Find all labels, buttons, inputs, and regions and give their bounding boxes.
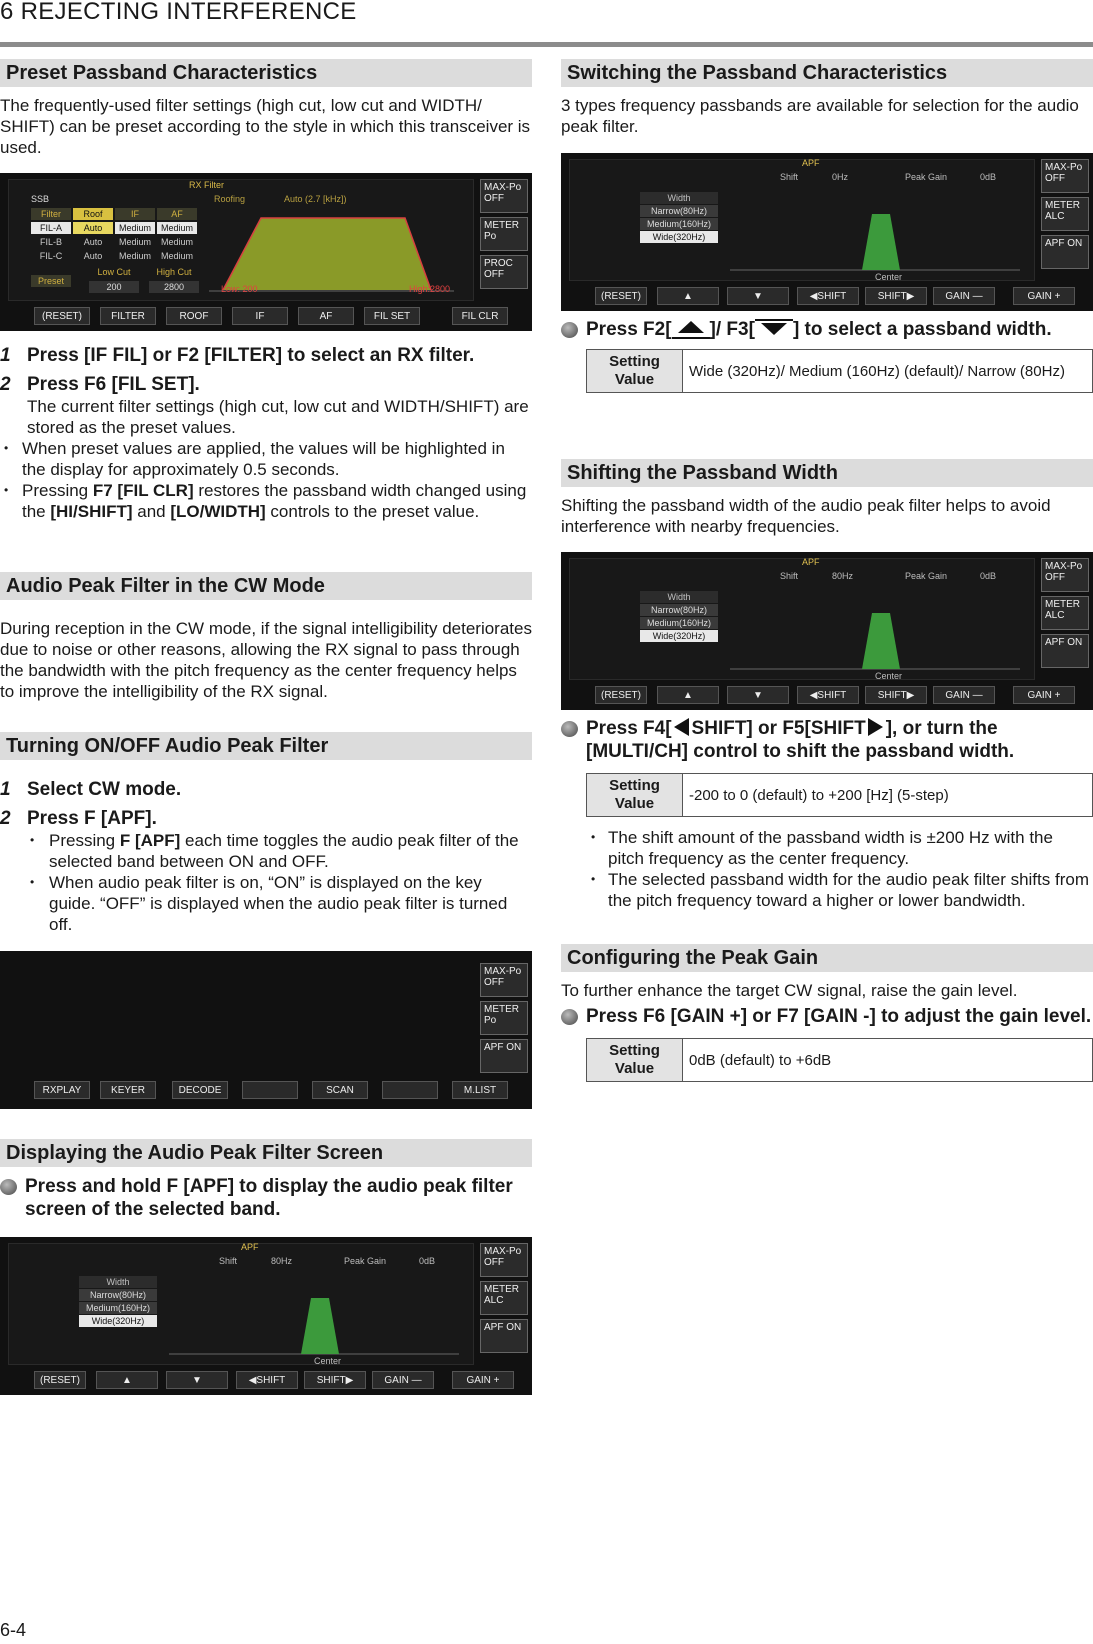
text-run: and — [132, 502, 171, 521]
side-key-max-po[interactable]: MAX-Po OFF — [480, 963, 528, 997]
passband-shape — [223, 218, 431, 290]
apf-graph — [730, 587, 1020, 673]
section-title-preset-passband: Preset Passband Characteristics — [0, 59, 532, 87]
triangle-up-icon — [678, 321, 704, 333]
triangle-left-icon — [674, 718, 689, 736]
fkey-shift-right[interactable]: SHIFT▶ — [304, 1371, 366, 1389]
peak-gain-value: 0dB — [419, 1256, 436, 1266]
step-number: 1 — [0, 779, 11, 800]
side-key-meter[interactable]: METER ALC — [1041, 596, 1089, 630]
rx-filter-title: RX Filter — [189, 180, 225, 190]
filter-row-b-name: FIL-B — [39, 237, 62, 247]
side-key-apf[interactable]: APF ON — [480, 1319, 528, 1353]
apf-panel — [569, 159, 1035, 281]
text-run-bold: [LO/WIDTH] — [170, 502, 266, 521]
fkey-reset[interactable]: (RESET) — [34, 307, 90, 325]
fkey-m-list[interactable]: M.LIST — [452, 1081, 508, 1099]
apf-cw-section — [0, 572, 532, 702]
filter-row-a-af: Medium — [157, 222, 197, 234]
gain-step — [561, 1005, 1093, 1028]
fkey-gain-plus[interactable]: GAIN + — [1013, 287, 1075, 305]
shift-section — [561, 459, 1093, 537]
shift-value: 0Hz — [832, 172, 849, 182]
preset-bullet-1: • When preset values are applied, the values will be highlighted in the display for approximately 0.5 seconds. — [0, 438, 532, 480]
side-key-meter[interactable]: METER Po — [480, 217, 528, 251]
apf-passband-shape — [301, 1298, 339, 1354]
fkey-down[interactable]: ▼ — [727, 287, 789, 305]
width-option-medium[interactable]: Medium(160Hz) — [640, 218, 718, 230]
section-title-switching: Switching the Passband Characteristics — [561, 59, 1093, 87]
fkey-rxplay[interactable]: RXPLAY — [34, 1081, 90, 1099]
shift-bullet-2: • The selected passband width for the audio peak filter shifts from the pitch frequency toward a higher or lower bandwidth. — [561, 869, 1093, 911]
fkey-fil-set[interactable]: FIL SET — [364, 307, 420, 325]
fkey-shift-left[interactable]: ◀SHIFT — [236, 1371, 298, 1389]
step-text: Press F6 [GAIN +] or F7 [GAIN -] to adjust the gain level. — [586, 1006, 1092, 1027]
filter-row-b-af: Medium — [160, 237, 193, 247]
apf-title: APF — [241, 1242, 259, 1252]
peak-gain-value: 0dB — [980, 571, 997, 581]
filter-row-c-name: FIL-C — [39, 251, 63, 261]
filter-row-b-roof: Auto — [83, 237, 103, 247]
switching-step — [561, 318, 1093, 341]
passband-graph — [209, 204, 454, 296]
apf-panel — [569, 558, 1035, 680]
section-title-apf-cw: Audio Peak Filter in the CW Mode — [0, 572, 532, 600]
side-key-meter[interactable]: METER ALC — [480, 1281, 528, 1315]
text-run-bold: F [APF] — [119, 831, 181, 850]
text-run: Pressing — [22, 481, 93, 500]
apf-toggle-section — [0, 732, 532, 935]
apf-graph — [169, 1272, 459, 1358]
apf-bullet-1 — [0, 830, 532, 872]
low-readout: Low: 200 — [221, 284, 258, 294]
side-key-max-po[interactable]: MAX-Po OFF — [1041, 159, 1089, 193]
fkey-scan[interactable]: SCAN — [312, 1081, 368, 1099]
down-arrow-icon — [755, 319, 793, 335]
apf-passband-shape — [862, 613, 900, 669]
width-option-wide[interactable]: Wide(320Hz) — [640, 231, 718, 243]
fkey-up[interactable]: ▲ — [96, 1371, 158, 1389]
text-run: SHIFT] or F5[SHIFT — [691, 718, 866, 739]
section-title-gain: Configuring the Peak Gain — [561, 944, 1093, 972]
text-run: controls to the preset value. — [265, 502, 480, 521]
col-header-if: IF — [115, 208, 155, 220]
gain-section — [561, 944, 1093, 1082]
setting-label: Setting Value — [587, 350, 683, 393]
peak-gain-value: 0dB — [980, 172, 997, 182]
apf-screen-switching — [561, 153, 1093, 311]
width-option-wide[interactable]: Wide(320Hz) — [79, 1315, 157, 1327]
section-title-apf-display: Displaying the Audio Peak Filter Screen — [0, 1139, 532, 1167]
text-run: Press F2[ — [586, 319, 672, 340]
width-option-wide[interactable]: Wide(320Hz) — [640, 630, 718, 642]
filter-row-b-if: Medium — [118, 237, 151, 247]
fkey-fil-clr[interactable]: FIL CLR — [452, 307, 508, 325]
step-number: 2 — [0, 808, 11, 829]
shift-step — [561, 717, 1093, 763]
bullet-dot-icon — [561, 721, 578, 737]
fkey-reset[interactable]: (RESET) — [595, 287, 647, 305]
filter-row-c-af: Medium — [160, 251, 193, 261]
step-text: Press and hold F [APF] to display the audio peak filter screen of the selected band. — [25, 1176, 513, 1220]
text-run: each time toggles the audio peak filter of the selected band between ON and OFF. — [49, 831, 519, 871]
apf-passband-shape — [862, 214, 900, 270]
fkey-blank-2[interactable] — [382, 1081, 438, 1099]
center-label: Center — [875, 671, 903, 681]
triangle-right-icon — [868, 718, 883, 736]
apf-step-1 — [0, 778, 532, 801]
side-key-max-po[interactable]: MAX-Po OFF — [1041, 558, 1089, 592]
apf-panel — [8, 1243, 474, 1365]
fkey-reset[interactable]: (RESET) — [595, 686, 647, 704]
fkey-gain-plus[interactable]: GAIN + — [452, 1371, 514, 1389]
fkey-decode[interactable]: DECODE — [172, 1081, 228, 1099]
filter-row-c-roof: Auto — [83, 251, 103, 261]
width-label: Width — [640, 591, 718, 603]
low-cut-value: 200 — [89, 281, 139, 293]
shift-label: Shift — [780, 571, 799, 581]
width-label: Width — [640, 192, 718, 204]
table-row — [587, 774, 1093, 817]
filter-row-a-roof: Auto — [73, 222, 113, 234]
high-cut-value: 2800 — [149, 281, 199, 293]
filter-row-c-if: Medium — [118, 251, 151, 261]
switching-setting-table — [586, 349, 1093, 393]
preset-step-2 — [0, 373, 532, 396]
high-readout: High:2800 — [409, 284, 451, 294]
shift-value: 80Hz — [832, 571, 854, 581]
shifting-intro: Shifting the passband width of the audio peak filter helps to avoid interference with nearby frequencies. — [561, 496, 1051, 536]
step-text: Press F [APF]. — [27, 808, 157, 829]
side-key-apf[interactable]: APF ON — [480, 1039, 528, 1073]
fkey-if[interactable]: IF — [232, 307, 288, 325]
apf-screen-main — [0, 1237, 532, 1395]
peak-gain-label: Peak Gain — [344, 1256, 387, 1266]
bullet-dot-icon — [561, 1009, 578, 1025]
side-key-max-po[interactable]: MAX-Po OFF — [480, 179, 528, 213]
fkey-up[interactable]: ▲ — [657, 287, 719, 305]
roofing-auto-value: Auto (2.7 [kHz]) — [284, 194, 347, 204]
text-run: ], or turn the [MULTI/CH] control to shift the passband width. — [586, 718, 1015, 762]
bullet-dot-icon — [561, 322, 578, 338]
preset-bullet-2 — [0, 480, 532, 522]
right-column — [561, 59, 1093, 137]
section-title-apf-toggle: Turning ON/OFF Audio Peak Filter — [0, 732, 532, 760]
fkey-shift-right[interactable]: SHIFT▶ — [865, 287, 927, 305]
key-guide-screen — [0, 951, 532, 1109]
side-key-apf[interactable]: APF ON — [1041, 634, 1089, 668]
text-run-bold: F7 [FIL CLR] — [92, 481, 194, 500]
preset-step-2-detail: The current filter settings (high cut, low cut and WIDTH/SHIFT) are stored as the preset values. — [27, 397, 529, 437]
fkey-gain-plus[interactable]: GAIN + — [1013, 686, 1075, 704]
setting-value: -200 to 0 (default) to +200 [Hz] (5-step) — [683, 774, 1093, 817]
side-key-meter[interactable]: METER Po — [480, 1001, 528, 1035]
section-title-shifting: Shifting the Passband Width — [561, 459, 1093, 487]
fkey-blank-1[interactable] — [242, 1081, 298, 1099]
preset-steps — [0, 344, 532, 522]
side-key-max-po[interactable]: MAX-Po OFF — [480, 1243, 528, 1277]
apf-title: APF — [802, 158, 820, 168]
fkey-reset[interactable]: (RESET) — [34, 1371, 86, 1389]
up-arrow-icon — [672, 321, 710, 339]
width-option-medium[interactable]: Medium(160Hz) — [79, 1302, 157, 1314]
apf-graph — [730, 188, 1020, 274]
left-column — [0, 59, 532, 158]
fkey-gain-minus[interactable]: GAIN — — [933, 686, 995, 704]
gain-intro: To further enhance the target CW signal, raise the gain level. — [561, 981, 1018, 1000]
page-number: 6-4 — [0, 1620, 27, 1640]
rx-filter-mode: SSB — [31, 194, 50, 204]
step-text: Select CW mode. — [27, 779, 182, 800]
fkey-shift-right[interactable]: SHIFT▶ — [865, 686, 927, 704]
fkey-gain-minus[interactable]: GAIN — — [933, 287, 995, 305]
fkey-shift-left[interactable]: ◀SHIFT — [797, 287, 859, 305]
text-run-bold: [HI/SHIFT] — [50, 502, 133, 521]
fkey-af[interactable]: AF — [298, 307, 354, 325]
setting-label: Setting Value — [587, 774, 683, 817]
fkey-shift-left[interactable]: ◀SHIFT — [797, 686, 859, 704]
col-header-roof: Roof — [73, 208, 113, 220]
width-option-medium[interactable]: Medium(160Hz) — [640, 617, 718, 629]
col-header-filter: Filter — [31, 208, 71, 220]
switching-step-block — [561, 318, 1093, 393]
step-number: 1 — [0, 345, 11, 366]
preset-step-1 — [0, 344, 532, 367]
center-label: Center — [314, 1356, 342, 1366]
text-run: ]/ F3[ — [709, 319, 755, 340]
shift-bullet-1: • The shift amount of the passband width is ±200 Hz with the pitch frequency as the center frequency. — [561, 827, 1093, 869]
fkey-down[interactable]: ▼ — [166, 1371, 228, 1389]
fkey-filter[interactable]: FILTER — [100, 307, 156, 325]
fkey-keyer[interactable]: KEYER — [100, 1081, 156, 1099]
setting-value: 0dB (default) to +6dB — [683, 1039, 1093, 1082]
text-run: Press F4[ — [586, 718, 672, 739]
apf-cw-body: During reception in the CW mode, if the signal intelligibility deteriorates due to noise or other reasons, allowing the RX signal to pass through the bandwidth with the pitch frequency as the center frequency helps to improve the intelligibility of the RX signal. — [0, 619, 532, 701]
table-row — [587, 350, 1093, 393]
shift-step-block — [561, 717, 1093, 911]
rx-filter-screen — [0, 173, 532, 331]
fkey-roof[interactable]: ROOF — [166, 307, 222, 325]
setting-label: Setting Value — [587, 1039, 683, 1082]
table-row — [587, 1039, 1093, 1082]
high-cut-label: High Cut — [156, 267, 192, 277]
rx-filter-panel — [8, 179, 474, 301]
step-text: Press F6 [FIL SET]. — [27, 374, 200, 395]
header-divider — [0, 42, 1093, 47]
fkey-down[interactable]: ▼ — [727, 686, 789, 704]
fkey-gain-minus[interactable]: GAIN — — [372, 1371, 434, 1389]
peak-gain-label: Peak Gain — [905, 172, 948, 182]
apf-display-section — [0, 1139, 532, 1221]
filter-row-a-if: Medium — [115, 222, 155, 234]
width-option-narrow[interactable]: Narrow(80Hz) — [640, 205, 718, 217]
preset-intro: The frequently-used filter settings (high cut, low cut and WIDTH/ SHIFT) can be preset according to the style in which this transceiver is used. — [0, 96, 531, 157]
setting-value: Wide (320Hz)/ Medium (160Hz) (default)/ Narrow (80Hz) — [683, 350, 1093, 393]
gain-setting-table — [586, 1038, 1093, 1082]
low-cut-label: Low Cut — [97, 267, 131, 277]
peak-gain-label: Peak Gain — [905, 571, 948, 581]
bullet-dot-icon — [0, 1179, 17, 1195]
width-label: Width — [79, 1276, 157, 1288]
apf-bullet-2: • When audio peak filter is on, “ON” is displayed on the key guide. “OFF” is displayed when the audio peak filter is turned off. — [0, 872, 532, 935]
shift-label: Shift — [780, 172, 799, 182]
center-label: Center — [875, 272, 903, 282]
side-key-proc[interactable]: PROC OFF — [480, 255, 528, 289]
side-key-meter[interactable]: METER ALC — [1041, 197, 1089, 231]
shift-label: Shift — [219, 1256, 238, 1266]
shift-setting-table — [586, 773, 1093, 817]
roofing-label: Roofing — [214, 194, 246, 204]
preset-label: Preset — [31, 275, 71, 287]
width-option-narrow[interactable]: Narrow(80Hz) — [79, 1289, 157, 1301]
apf-step-2 — [0, 807, 532, 830]
page-header-title: 6 REJECTING INTERFERENCE — [0, 0, 357, 25]
apf-screen-shifting — [561, 552, 1093, 710]
step-number: 2 — [0, 374, 11, 395]
apf-display-step — [0, 1175, 532, 1221]
fkey-up[interactable]: ▲ — [657, 686, 719, 704]
triangle-down-icon — [761, 323, 787, 335]
width-option-narrow[interactable]: Narrow(80Hz) — [640, 604, 718, 616]
text-run: restores the passband width changed using the — [22, 481, 527, 521]
side-key-apf[interactable]: APF ON — [1041, 235, 1089, 269]
apf-title: APF — [802, 557, 820, 567]
shift-value: 80Hz — [271, 1256, 293, 1266]
switching-intro: 3 types frequency passbands are available for selection for the audio peak filter. — [561, 96, 1079, 136]
text-run: Pressing — [49, 831, 120, 850]
col-header-af: AF — [157, 208, 197, 220]
step-text: Press [IF FIL] or F2 [FILTER] to select an RX filter. — [27, 345, 475, 366]
text-run: ] to select a passband width. — [792, 319, 1052, 340]
filter-row-a-name: FIL-A — [31, 222, 71, 234]
